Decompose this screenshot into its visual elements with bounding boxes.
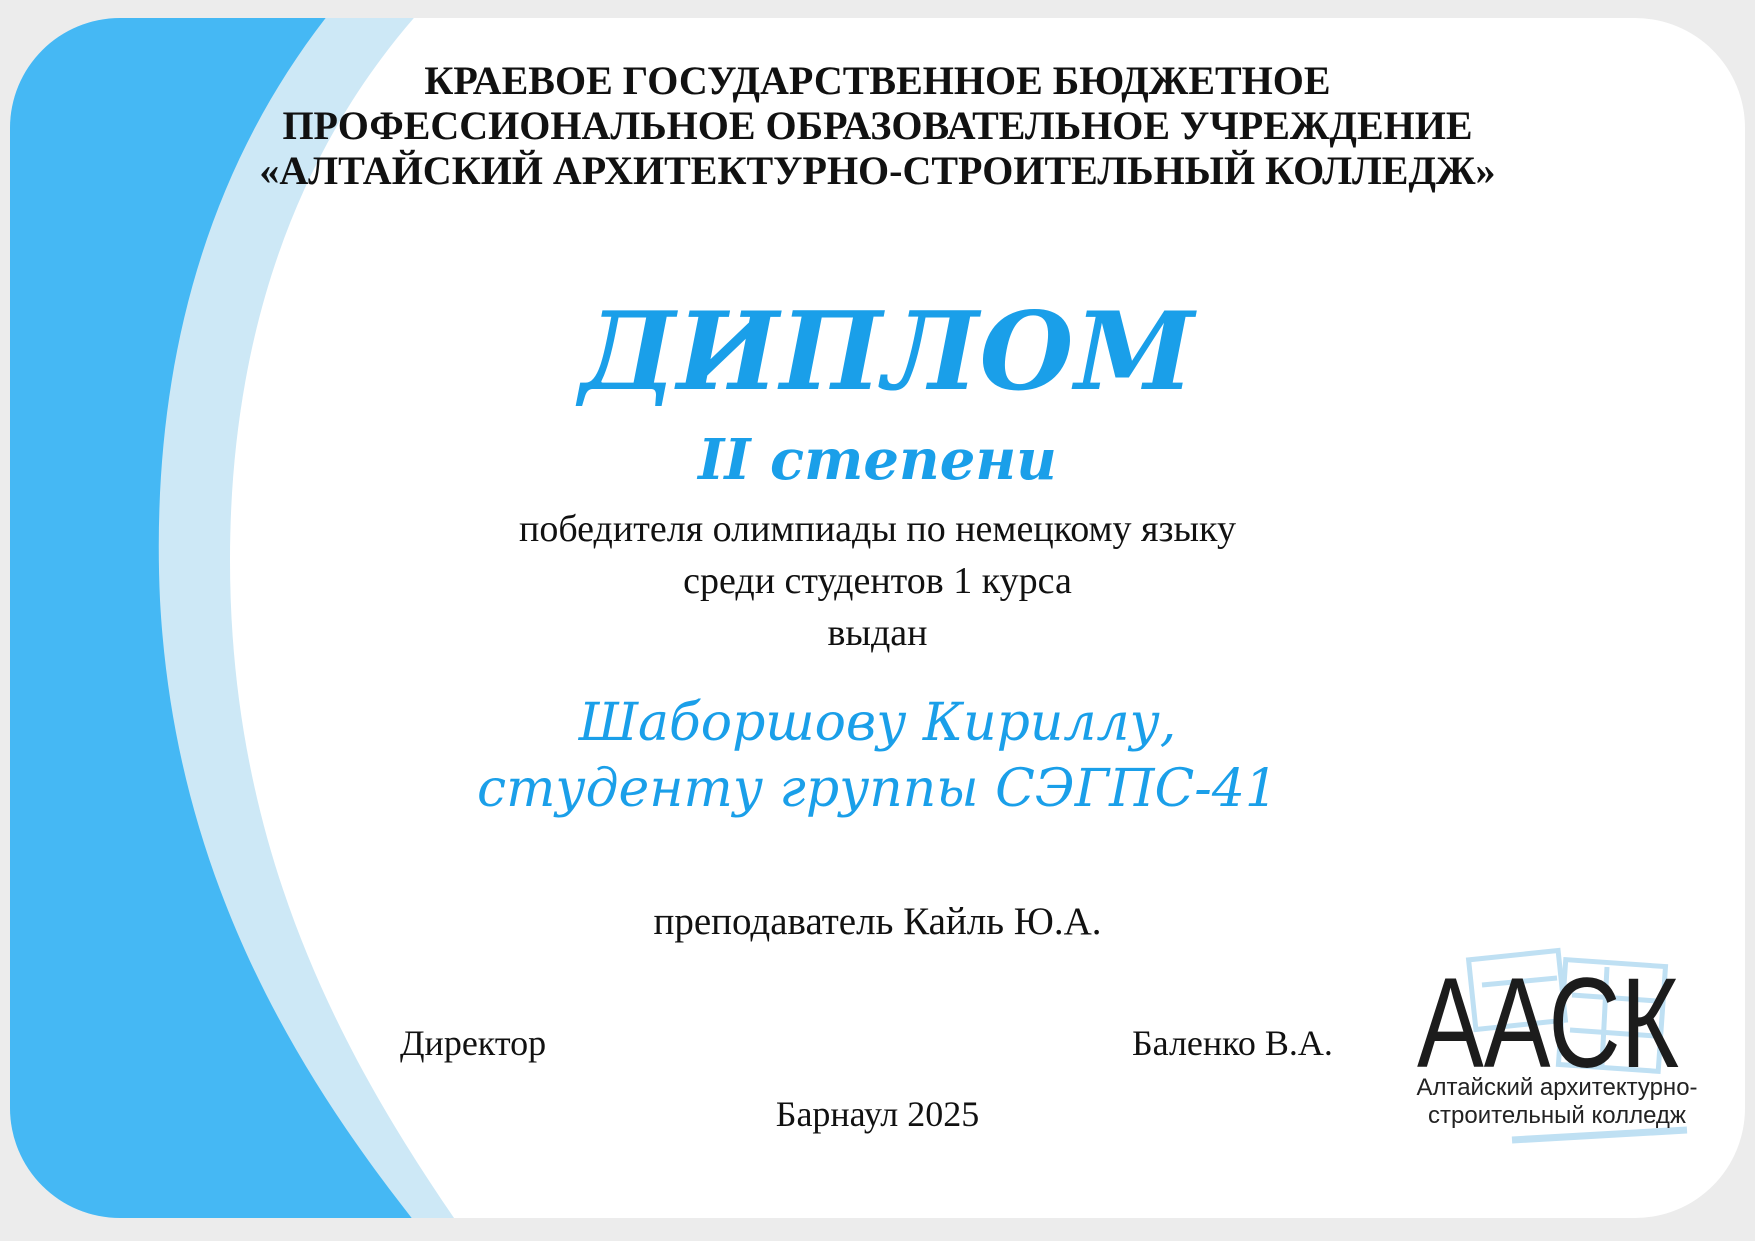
logo-abbreviation: ААСК [1417, 952, 1679, 1095]
diploma-title: ДИПЛОМ [579, 289, 1196, 415]
teacher-line: преподаватель Кайль Ю.А. [653, 900, 1102, 943]
director-name: Баленко В.А. [1132, 1023, 1333, 1063]
logo-caption [1412, 1074, 1702, 1130]
description-line-1: победителя олимпиады по немецкому языку [519, 508, 1236, 550]
recipient-group: студенту группы СЭГПС-41 [476, 759, 1279, 819]
recipient [0, 690, 1755, 822]
director-label: Директор [400, 1023, 547, 1063]
award-description [0, 503, 1755, 659]
description-line-2: среди студентов 1 курса [683, 560, 1072, 602]
header-line-3: «АЛТАЙСКИЙ АРХИТЕКТУРНО-СТРОИТЕЛЬНЫЙ КОЛЛЕДЖ» [259, 148, 1496, 193]
diploma-degree: II степени [698, 427, 1057, 493]
description-line-3: выдан [827, 612, 928, 654]
logo-caption-line-1: Алтайский архитектурно- [1416, 1074, 1698, 1101]
header-line-2: ПРОФЕССИОНАЛЬНОЕ ОБРАЗОВАТЕЛЬНОЕ УЧРЕЖДЕНИЕ [282, 103, 1473, 148]
header-line-1: КРАЕВОЕ ГОСУДАРСТВЕННОЕ БЮДЖЕТНОЕ [424, 58, 1331, 103]
logo-caption-line-2: строительный колледж [1428, 1102, 1686, 1129]
city-year: Барнаул 2025 [775, 1094, 980, 1134]
recipient-name: Шаборшову Кириллу, [578, 693, 1177, 753]
institution-header [0, 58, 1755, 193]
